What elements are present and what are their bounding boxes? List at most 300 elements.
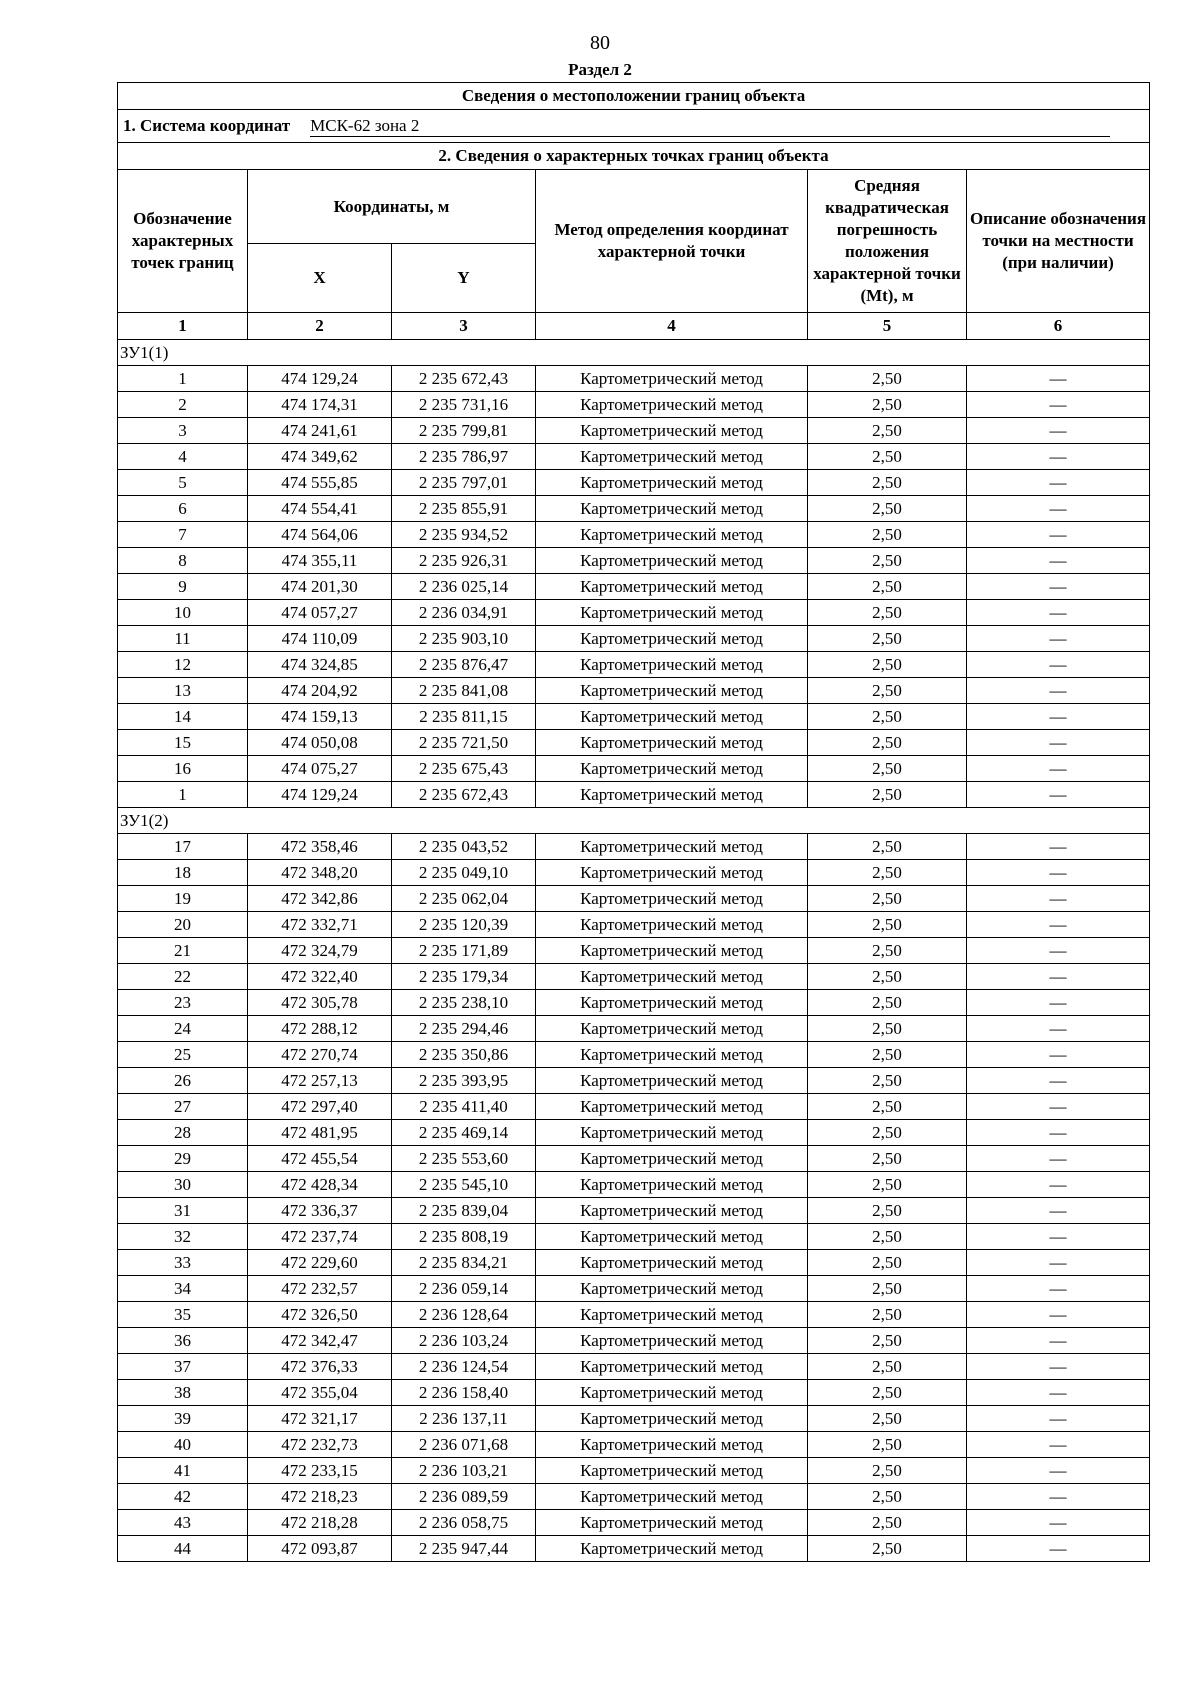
table-row bbox=[118, 600, 1150, 626]
coord-x: 474 129,24 bbox=[248, 366, 392, 392]
method: Картометрический метод bbox=[536, 1536, 808, 1562]
method: Картометрический метод bbox=[536, 1406, 808, 1432]
table-row bbox=[118, 652, 1150, 678]
coord-x: 472 297,40 bbox=[248, 1094, 392, 1120]
coord-x: 472 233,15 bbox=[248, 1458, 392, 1484]
error-value: 2,50 bbox=[808, 678, 967, 704]
description: — bbox=[967, 1042, 1150, 1068]
coord-x: 472 455,54 bbox=[248, 1146, 392, 1172]
group-label: ЗУ1(1) bbox=[118, 340, 1150, 366]
coord-x: 474 050,08 bbox=[248, 730, 392, 756]
method: Картометрический метод bbox=[536, 1198, 808, 1224]
coord-y: 2 235 043,52 bbox=[392, 834, 536, 860]
description: — bbox=[967, 1458, 1150, 1484]
point-number: 43 bbox=[118, 1510, 248, 1536]
coord-x: 472 336,37 bbox=[248, 1198, 392, 1224]
error-value: 2,50 bbox=[808, 1484, 967, 1510]
point-number: 39 bbox=[118, 1406, 248, 1432]
table-row bbox=[118, 1510, 1150, 1536]
coord-x: 472 358,46 bbox=[248, 834, 392, 860]
group-row bbox=[118, 340, 1150, 366]
coord-y: 2 235 411,40 bbox=[392, 1094, 536, 1120]
coord-y: 2 236 137,11 bbox=[392, 1406, 536, 1432]
coord-x: 472 376,33 bbox=[248, 1354, 392, 1380]
coord-x: 472 218,28 bbox=[248, 1510, 392, 1536]
group-label: ЗУ1(2) bbox=[118, 808, 1150, 834]
method: Картометрический метод bbox=[536, 886, 808, 912]
table-row bbox=[118, 1276, 1150, 1302]
coord-y: 2 235 171,89 bbox=[392, 938, 536, 964]
method: Картометрический метод bbox=[536, 756, 808, 782]
point-number: 14 bbox=[118, 704, 248, 730]
column-number: 5 bbox=[808, 313, 967, 340]
description: — bbox=[967, 1380, 1150, 1406]
method: Картометрический метод bbox=[536, 1146, 808, 1172]
error-value: 2,50 bbox=[808, 1120, 967, 1146]
description: — bbox=[967, 834, 1150, 860]
boundary-points-table bbox=[117, 82, 1150, 1562]
description: — bbox=[967, 730, 1150, 756]
coord-x: 472 342,86 bbox=[248, 886, 392, 912]
error-value: 2,50 bbox=[808, 626, 967, 652]
method: Картометрический метод bbox=[536, 1510, 808, 1536]
table-row bbox=[118, 574, 1150, 600]
error-value: 2,50 bbox=[808, 1146, 967, 1172]
error-value: 2,50 bbox=[808, 600, 967, 626]
point-number: 26 bbox=[118, 1068, 248, 1094]
coord-y: 2 235 926,31 bbox=[392, 548, 536, 574]
point-number: 13 bbox=[118, 678, 248, 704]
column-number: 2 bbox=[248, 313, 392, 340]
method: Картометрический метод bbox=[536, 1484, 808, 1510]
description: — bbox=[967, 912, 1150, 938]
coord-x: 474 129,24 bbox=[248, 782, 392, 808]
coord-y: 2 235 934,52 bbox=[392, 522, 536, 548]
points-title-row bbox=[118, 143, 1150, 170]
error-value: 2,50 bbox=[808, 704, 967, 730]
point-number: 16 bbox=[118, 756, 248, 782]
description: — bbox=[967, 1146, 1150, 1172]
error-value: 2,50 bbox=[808, 938, 967, 964]
error-value: 2,50 bbox=[808, 496, 967, 522]
table-title: Сведения о местоположении границ объекта bbox=[118, 83, 1150, 110]
description: — bbox=[967, 1276, 1150, 1302]
points-title: 2. Сведения о характерных точках границ объекта bbox=[118, 143, 1150, 170]
description: — bbox=[967, 366, 1150, 392]
point-number: 19 bbox=[118, 886, 248, 912]
table-row bbox=[118, 1146, 1150, 1172]
coord-x: 472 288,12 bbox=[248, 1016, 392, 1042]
description: — bbox=[967, 1224, 1150, 1250]
method: Картометрический метод bbox=[536, 1458, 808, 1484]
coord-y: 2 235 545,10 bbox=[392, 1172, 536, 1198]
description: — bbox=[967, 626, 1150, 652]
method: Картометрический метод bbox=[536, 366, 808, 392]
error-value: 2,50 bbox=[808, 1302, 967, 1328]
coord-x: 472 355,04 bbox=[248, 1380, 392, 1406]
coord-y: 2 235 120,39 bbox=[392, 912, 536, 938]
table-row bbox=[118, 1120, 1150, 1146]
method: Картометрический метод bbox=[536, 392, 808, 418]
coord-y: 2 235 238,10 bbox=[392, 990, 536, 1016]
point-number: 4 bbox=[118, 444, 248, 470]
method: Картометрический метод bbox=[536, 652, 808, 678]
table-row bbox=[118, 938, 1150, 964]
coord-y: 2 235 049,10 bbox=[392, 860, 536, 886]
method: Картометрический метод bbox=[536, 1380, 808, 1406]
coord-y: 2 235 797,01 bbox=[392, 470, 536, 496]
description: — bbox=[967, 574, 1150, 600]
point-number: 23 bbox=[118, 990, 248, 1016]
coord-y: 2 235 393,95 bbox=[392, 1068, 536, 1094]
table-row bbox=[118, 678, 1150, 704]
error-value: 2,50 bbox=[808, 730, 967, 756]
coord-x: 474 349,62 bbox=[248, 444, 392, 470]
coord-x: 472 326,50 bbox=[248, 1302, 392, 1328]
point-number: 32 bbox=[118, 1224, 248, 1250]
coord-x: 472 332,71 bbox=[248, 912, 392, 938]
error-value: 2,50 bbox=[808, 1406, 967, 1432]
method: Картометрический метод bbox=[536, 1250, 808, 1276]
table-row bbox=[118, 1484, 1150, 1510]
coord-system-value: МСК-62 зона 2 bbox=[310, 116, 1110, 137]
coord-y: 2 236 158,40 bbox=[392, 1380, 536, 1406]
table-row bbox=[118, 444, 1150, 470]
table-row bbox=[118, 912, 1150, 938]
coord-x: 472 428,34 bbox=[248, 1172, 392, 1198]
header-row-1 bbox=[118, 170, 1150, 244]
method: Картометрический метод bbox=[536, 834, 808, 860]
description: — bbox=[967, 1016, 1150, 1042]
table-title-row bbox=[118, 83, 1150, 110]
coord-x: 472 229,60 bbox=[248, 1250, 392, 1276]
table-row bbox=[118, 1224, 1150, 1250]
error-value: 2,50 bbox=[808, 1276, 967, 1302]
coord-x: 474 204,92 bbox=[248, 678, 392, 704]
coord-x: 472 322,40 bbox=[248, 964, 392, 990]
error-value: 2,50 bbox=[808, 782, 967, 808]
coord-x: 472 270,74 bbox=[248, 1042, 392, 1068]
method: Картометрический метод bbox=[536, 626, 808, 652]
point-number: 6 bbox=[118, 496, 248, 522]
error-value: 2,50 bbox=[808, 1432, 967, 1458]
coord-x: 474 564,06 bbox=[248, 522, 392, 548]
coord-y: 2 235 672,43 bbox=[392, 366, 536, 392]
method: Картометрический метод bbox=[536, 990, 808, 1016]
coord-x: 474 075,27 bbox=[248, 756, 392, 782]
method: Картометрический метод bbox=[536, 782, 808, 808]
point-number: 21 bbox=[118, 938, 248, 964]
point-number: 28 bbox=[118, 1120, 248, 1146]
table-row bbox=[118, 730, 1150, 756]
method: Картометрический метод bbox=[536, 912, 808, 938]
error-value: 2,50 bbox=[808, 1328, 967, 1354]
description: — bbox=[967, 1250, 1150, 1276]
coord-y: 2 235 876,47 bbox=[392, 652, 536, 678]
coord-y: 2 236 089,59 bbox=[392, 1484, 536, 1510]
coord-x: 474 324,85 bbox=[248, 652, 392, 678]
point-number: 24 bbox=[118, 1016, 248, 1042]
coord-y: 2 236 058,75 bbox=[392, 1510, 536, 1536]
table-row bbox=[118, 1250, 1150, 1276]
coord-x: 472 232,57 bbox=[248, 1276, 392, 1302]
point-number: 38 bbox=[118, 1380, 248, 1406]
coord-y: 2 236 059,14 bbox=[392, 1276, 536, 1302]
description: — bbox=[967, 1536, 1150, 1562]
table-row bbox=[118, 522, 1150, 548]
coord-x: 472 481,95 bbox=[248, 1120, 392, 1146]
table-row bbox=[118, 1302, 1150, 1328]
coord-y: 2 235 350,86 bbox=[392, 1042, 536, 1068]
column-number: 4 bbox=[536, 313, 808, 340]
point-number: 40 bbox=[118, 1432, 248, 1458]
description: — bbox=[967, 886, 1150, 912]
point-number: 44 bbox=[118, 1536, 248, 1562]
coord-y: 2 235 062,04 bbox=[392, 886, 536, 912]
method: Картометрический метод bbox=[536, 1302, 808, 1328]
point-number: 41 bbox=[118, 1458, 248, 1484]
description: — bbox=[967, 652, 1150, 678]
method: Картометрический метод bbox=[536, 496, 808, 522]
table-row bbox=[118, 860, 1150, 886]
header-method: Метод определения координат характерной точки bbox=[536, 170, 808, 313]
coord-y: 2 235 469,14 bbox=[392, 1120, 536, 1146]
coord-system-label: 1. Система координат bbox=[123, 115, 291, 135]
coord-y: 2 235 731,16 bbox=[392, 392, 536, 418]
table-row bbox=[118, 756, 1150, 782]
coord-x: 474 355,11 bbox=[248, 548, 392, 574]
table-row bbox=[118, 1458, 1150, 1484]
table-row bbox=[118, 1328, 1150, 1354]
column-number: 6 bbox=[967, 313, 1150, 340]
coord-x: 472 348,20 bbox=[248, 860, 392, 886]
method: Картометрический метод bbox=[536, 1042, 808, 1068]
description: — bbox=[967, 860, 1150, 886]
method: Картометрический метод bbox=[536, 548, 808, 574]
coord-y: 2 235 786,97 bbox=[392, 444, 536, 470]
description: — bbox=[967, 548, 1150, 574]
point-number: 36 bbox=[118, 1328, 248, 1354]
coord-y: 2 236 124,54 bbox=[392, 1354, 536, 1380]
coord-y: 2 236 103,21 bbox=[392, 1458, 536, 1484]
table-row bbox=[118, 418, 1150, 444]
coord-x: 474 174,31 bbox=[248, 392, 392, 418]
description: — bbox=[967, 496, 1150, 522]
coord-y: 2 235 721,50 bbox=[392, 730, 536, 756]
point-number: 25 bbox=[118, 1042, 248, 1068]
coord-y: 2 236 071,68 bbox=[392, 1432, 536, 1458]
error-value: 2,50 bbox=[808, 366, 967, 392]
column-number: 3 bbox=[392, 313, 536, 340]
error-value: 2,50 bbox=[808, 834, 967, 860]
method: Картометрический метод bbox=[536, 1432, 808, 1458]
error-value: 2,50 bbox=[808, 1068, 967, 1094]
description: — bbox=[967, 1328, 1150, 1354]
error-value: 2,50 bbox=[808, 548, 967, 574]
point-number: 15 bbox=[118, 730, 248, 756]
coord-x: 472 232,73 bbox=[248, 1432, 392, 1458]
header-designation: Обозначение характерных точек границ bbox=[118, 170, 248, 313]
table-row bbox=[118, 1380, 1150, 1406]
coord-x: 474 555,85 bbox=[248, 470, 392, 496]
method: Картометрический метод bbox=[536, 1172, 808, 1198]
coord-y: 2 235 903,10 bbox=[392, 626, 536, 652]
table-row bbox=[118, 496, 1150, 522]
coord-x: 474 241,61 bbox=[248, 418, 392, 444]
table-row bbox=[118, 834, 1150, 860]
table-row bbox=[118, 548, 1150, 574]
point-number: 29 bbox=[118, 1146, 248, 1172]
table-row bbox=[118, 1068, 1150, 1094]
point-number: 37 bbox=[118, 1354, 248, 1380]
error-value: 2,50 bbox=[808, 756, 967, 782]
method: Картометрический метод bbox=[536, 418, 808, 444]
method: Картометрический метод bbox=[536, 1094, 808, 1120]
table-row bbox=[118, 1016, 1150, 1042]
column-numbers-row bbox=[118, 313, 1150, 340]
description: — bbox=[967, 1510, 1150, 1536]
description: — bbox=[967, 756, 1150, 782]
coord-x: 474 057,27 bbox=[248, 600, 392, 626]
point-number: 27 bbox=[118, 1094, 248, 1120]
point-number: 10 bbox=[118, 600, 248, 626]
table-row bbox=[118, 1172, 1150, 1198]
table-row bbox=[118, 470, 1150, 496]
description: — bbox=[967, 1484, 1150, 1510]
description: — bbox=[967, 964, 1150, 990]
coord-y: 2 235 839,04 bbox=[392, 1198, 536, 1224]
coord-x: 472 218,23 bbox=[248, 1484, 392, 1510]
table-row bbox=[118, 990, 1150, 1016]
coord-x: 472 321,17 bbox=[248, 1406, 392, 1432]
point-number: 30 bbox=[118, 1172, 248, 1198]
table-row bbox=[118, 1432, 1150, 1458]
coord-y: 2 236 034,91 bbox=[392, 600, 536, 626]
description: — bbox=[967, 1068, 1150, 1094]
description: — bbox=[967, 990, 1150, 1016]
coord-y: 2 235 841,08 bbox=[392, 678, 536, 704]
header-coordinates: Координаты, м bbox=[248, 170, 536, 244]
method: Картометрический метод bbox=[536, 600, 808, 626]
table-row bbox=[118, 704, 1150, 730]
description: — bbox=[967, 1406, 1150, 1432]
description: — bbox=[967, 1432, 1150, 1458]
coord-x: 474 110,09 bbox=[248, 626, 392, 652]
coord-y: 2 235 799,81 bbox=[392, 418, 536, 444]
table-row bbox=[118, 1094, 1150, 1120]
coord-y: 2 236 128,64 bbox=[392, 1302, 536, 1328]
point-number: 33 bbox=[118, 1250, 248, 1276]
point-number: 1 bbox=[118, 366, 248, 392]
group-row bbox=[118, 808, 1150, 834]
coord-y: 2 235 855,91 bbox=[392, 496, 536, 522]
coord-system-row bbox=[118, 110, 1150, 143]
error-value: 2,50 bbox=[808, 1510, 967, 1536]
description: — bbox=[967, 1354, 1150, 1380]
description: — bbox=[967, 418, 1150, 444]
error-value: 2,50 bbox=[808, 1380, 967, 1406]
coord-y: 2 235 553,60 bbox=[392, 1146, 536, 1172]
method: Картометрический метод bbox=[536, 574, 808, 600]
table-row bbox=[118, 392, 1150, 418]
description: — bbox=[967, 522, 1150, 548]
description: — bbox=[967, 392, 1150, 418]
coord-x: 474 201,30 bbox=[248, 574, 392, 600]
description: — bbox=[967, 938, 1150, 964]
description: — bbox=[967, 782, 1150, 808]
error-value: 2,50 bbox=[808, 1250, 967, 1276]
method: Картометрический метод bbox=[536, 1224, 808, 1250]
description: — bbox=[967, 1094, 1150, 1120]
point-number: 31 bbox=[118, 1198, 248, 1224]
error-value: 2,50 bbox=[808, 1016, 967, 1042]
table-row bbox=[118, 1406, 1150, 1432]
method: Картометрический метод bbox=[536, 470, 808, 496]
method: Картометрический метод bbox=[536, 1328, 808, 1354]
method: Картометрический метод bbox=[536, 1016, 808, 1042]
error-value: 2,50 bbox=[808, 1172, 967, 1198]
point-number: 35 bbox=[118, 1302, 248, 1328]
point-number: 17 bbox=[118, 834, 248, 860]
error-value: 2,50 bbox=[808, 470, 967, 496]
error-value: 2,50 bbox=[808, 912, 967, 938]
table-row bbox=[118, 1536, 1150, 1562]
point-number: 7 bbox=[118, 522, 248, 548]
method: Картометрический метод bbox=[536, 860, 808, 886]
coord-x: 474 159,13 bbox=[248, 704, 392, 730]
table-row bbox=[118, 886, 1150, 912]
coord-y: 2 236 103,24 bbox=[392, 1328, 536, 1354]
error-value: 2,50 bbox=[808, 1536, 967, 1562]
error-value: 2,50 bbox=[808, 886, 967, 912]
coord-x: 474 554,41 bbox=[248, 496, 392, 522]
point-number: 18 bbox=[118, 860, 248, 886]
point-number: 11 bbox=[118, 626, 248, 652]
error-value: 2,50 bbox=[808, 860, 967, 886]
coord-y: 2 235 179,34 bbox=[392, 964, 536, 990]
coord-x: 472 342,47 bbox=[248, 1328, 392, 1354]
header-description: Описание обозначения точки на местности (при наличии) bbox=[967, 170, 1150, 313]
error-value: 2,50 bbox=[808, 1354, 967, 1380]
coord-x: 472 324,79 bbox=[248, 938, 392, 964]
error-value: 2,50 bbox=[808, 1042, 967, 1068]
page-number: 80 bbox=[590, 32, 610, 54]
table-row bbox=[118, 366, 1150, 392]
error-value: 2,50 bbox=[808, 964, 967, 990]
description: — bbox=[967, 678, 1150, 704]
method: Картометрический метод bbox=[536, 678, 808, 704]
method: Картометрический метод bbox=[536, 444, 808, 470]
table-row bbox=[118, 782, 1150, 808]
table-row bbox=[118, 626, 1150, 652]
table-row bbox=[118, 1354, 1150, 1380]
error-value: 2,50 bbox=[808, 1094, 967, 1120]
point-number: 1 bbox=[118, 782, 248, 808]
section-title: Раздел 2 bbox=[568, 60, 632, 79]
method: Картометрический метод bbox=[536, 1120, 808, 1146]
coord-y: 2 235 947,44 bbox=[392, 1536, 536, 1562]
coord-y: 2 235 808,19 bbox=[392, 1224, 536, 1250]
coord-x: 472 305,78 bbox=[248, 990, 392, 1016]
point-number: 2 bbox=[118, 392, 248, 418]
method: Картометрический метод bbox=[536, 730, 808, 756]
error-value: 2,50 bbox=[808, 574, 967, 600]
description: — bbox=[967, 704, 1150, 730]
coord-x: 472 237,74 bbox=[248, 1224, 392, 1250]
coord-y: 2 235 672,43 bbox=[392, 782, 536, 808]
header-x: X bbox=[248, 244, 392, 313]
point-number: 8 bbox=[118, 548, 248, 574]
